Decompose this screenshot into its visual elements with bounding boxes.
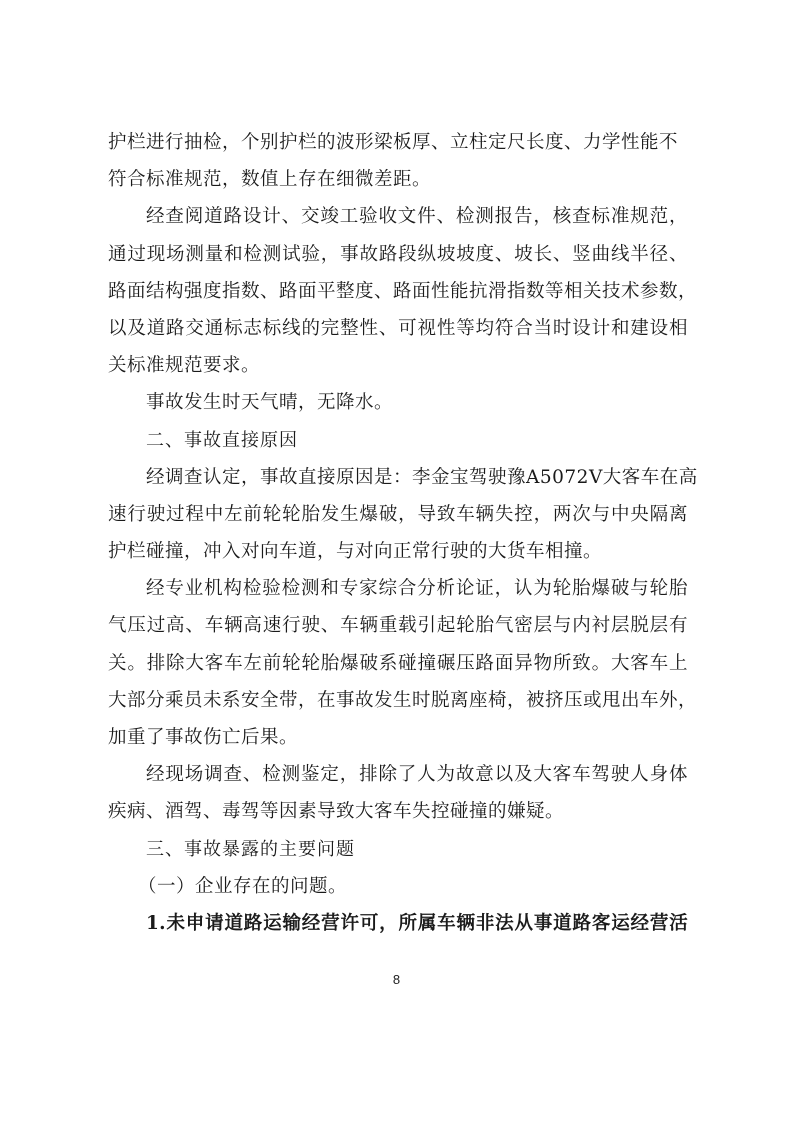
text-line: 符合标准规范，数值上存在细微差距。 bbox=[108, 169, 432, 191]
section-heading: 二、事故直接原因 bbox=[146, 429, 298, 451]
text-line: 以及道路交通标志标线的完整性、可视性等均符合当时设计和建设相 bbox=[108, 317, 688, 339]
text-line: 护栏碰撞，冲入对向车道，与对向正常行驶的大货车相撞。 bbox=[108, 541, 603, 563]
subsection-heading: （一）企业存在的问题。 bbox=[138, 875, 348, 897]
text-line: 关。排除大客车左前轮轮胎爆破系碰撞碾压路面异物所致。大客车上 bbox=[108, 652, 688, 674]
numbered-item-heading: 1.未申请道路运输经营许可，所属车辆非法从事道路客运经营活 bbox=[146, 912, 688, 934]
text-line: 疾病、酒驾、毒驾等因素导致大客车失控碰撞的嫌疑。 bbox=[108, 801, 565, 823]
text-line: 气压过高、车辆高速行驶、车辆重载引起轮胎气密层与内衬层脱层有 bbox=[108, 615, 688, 637]
text-line: 经查阅道路设计、交竣工验收文件、检测报告，核查标准规范， bbox=[146, 206, 688, 228]
text-line: 经调查认定，事故直接原因是：李金宝驾驶豫A5072V大客车在高 bbox=[146, 466, 698, 488]
text-line: 护栏进行抽检，个别护栏的波形梁板厚、立柱定尺长度、力学性能不 bbox=[108, 132, 679, 153]
text-line: 经专业机构检验检测和专家综合分析论证，认为轮胎爆破与轮胎 bbox=[146, 578, 688, 600]
text-line: 大部分乘员未系安全带，在事故发生时脱离座椅，被挤压或甩出车外， bbox=[108, 689, 698, 711]
text-line: 加重了事故伤亡后果。 bbox=[108, 727, 299, 748]
section-heading: 三、事故暴露的主要问题 bbox=[146, 838, 355, 860]
text-line: 事故发生时天气晴，无降水。 bbox=[146, 392, 394, 414]
text-line: 通过现场测量和检测试验，事故路段纵坡坡度、坡长、竖曲线半径、 bbox=[108, 243, 688, 265]
page-number: 8 bbox=[392, 972, 401, 987]
text-line: 经现场调查、检测鉴定，排除了人为故意以及大客车驾驶人身体 bbox=[146, 764, 688, 786]
document-body bbox=[108, 124, 698, 942]
text-line: 关标准规范要求。 bbox=[108, 355, 261, 377]
text-line: 速行驶过程中左前轮轮胎发生爆破，导致车辆失控，两次与中央隔离 bbox=[108, 503, 688, 525]
text-line: 路面结构强度指数、路面平整度、路面性能抗滑指数等相关技术参数， bbox=[108, 280, 698, 302]
